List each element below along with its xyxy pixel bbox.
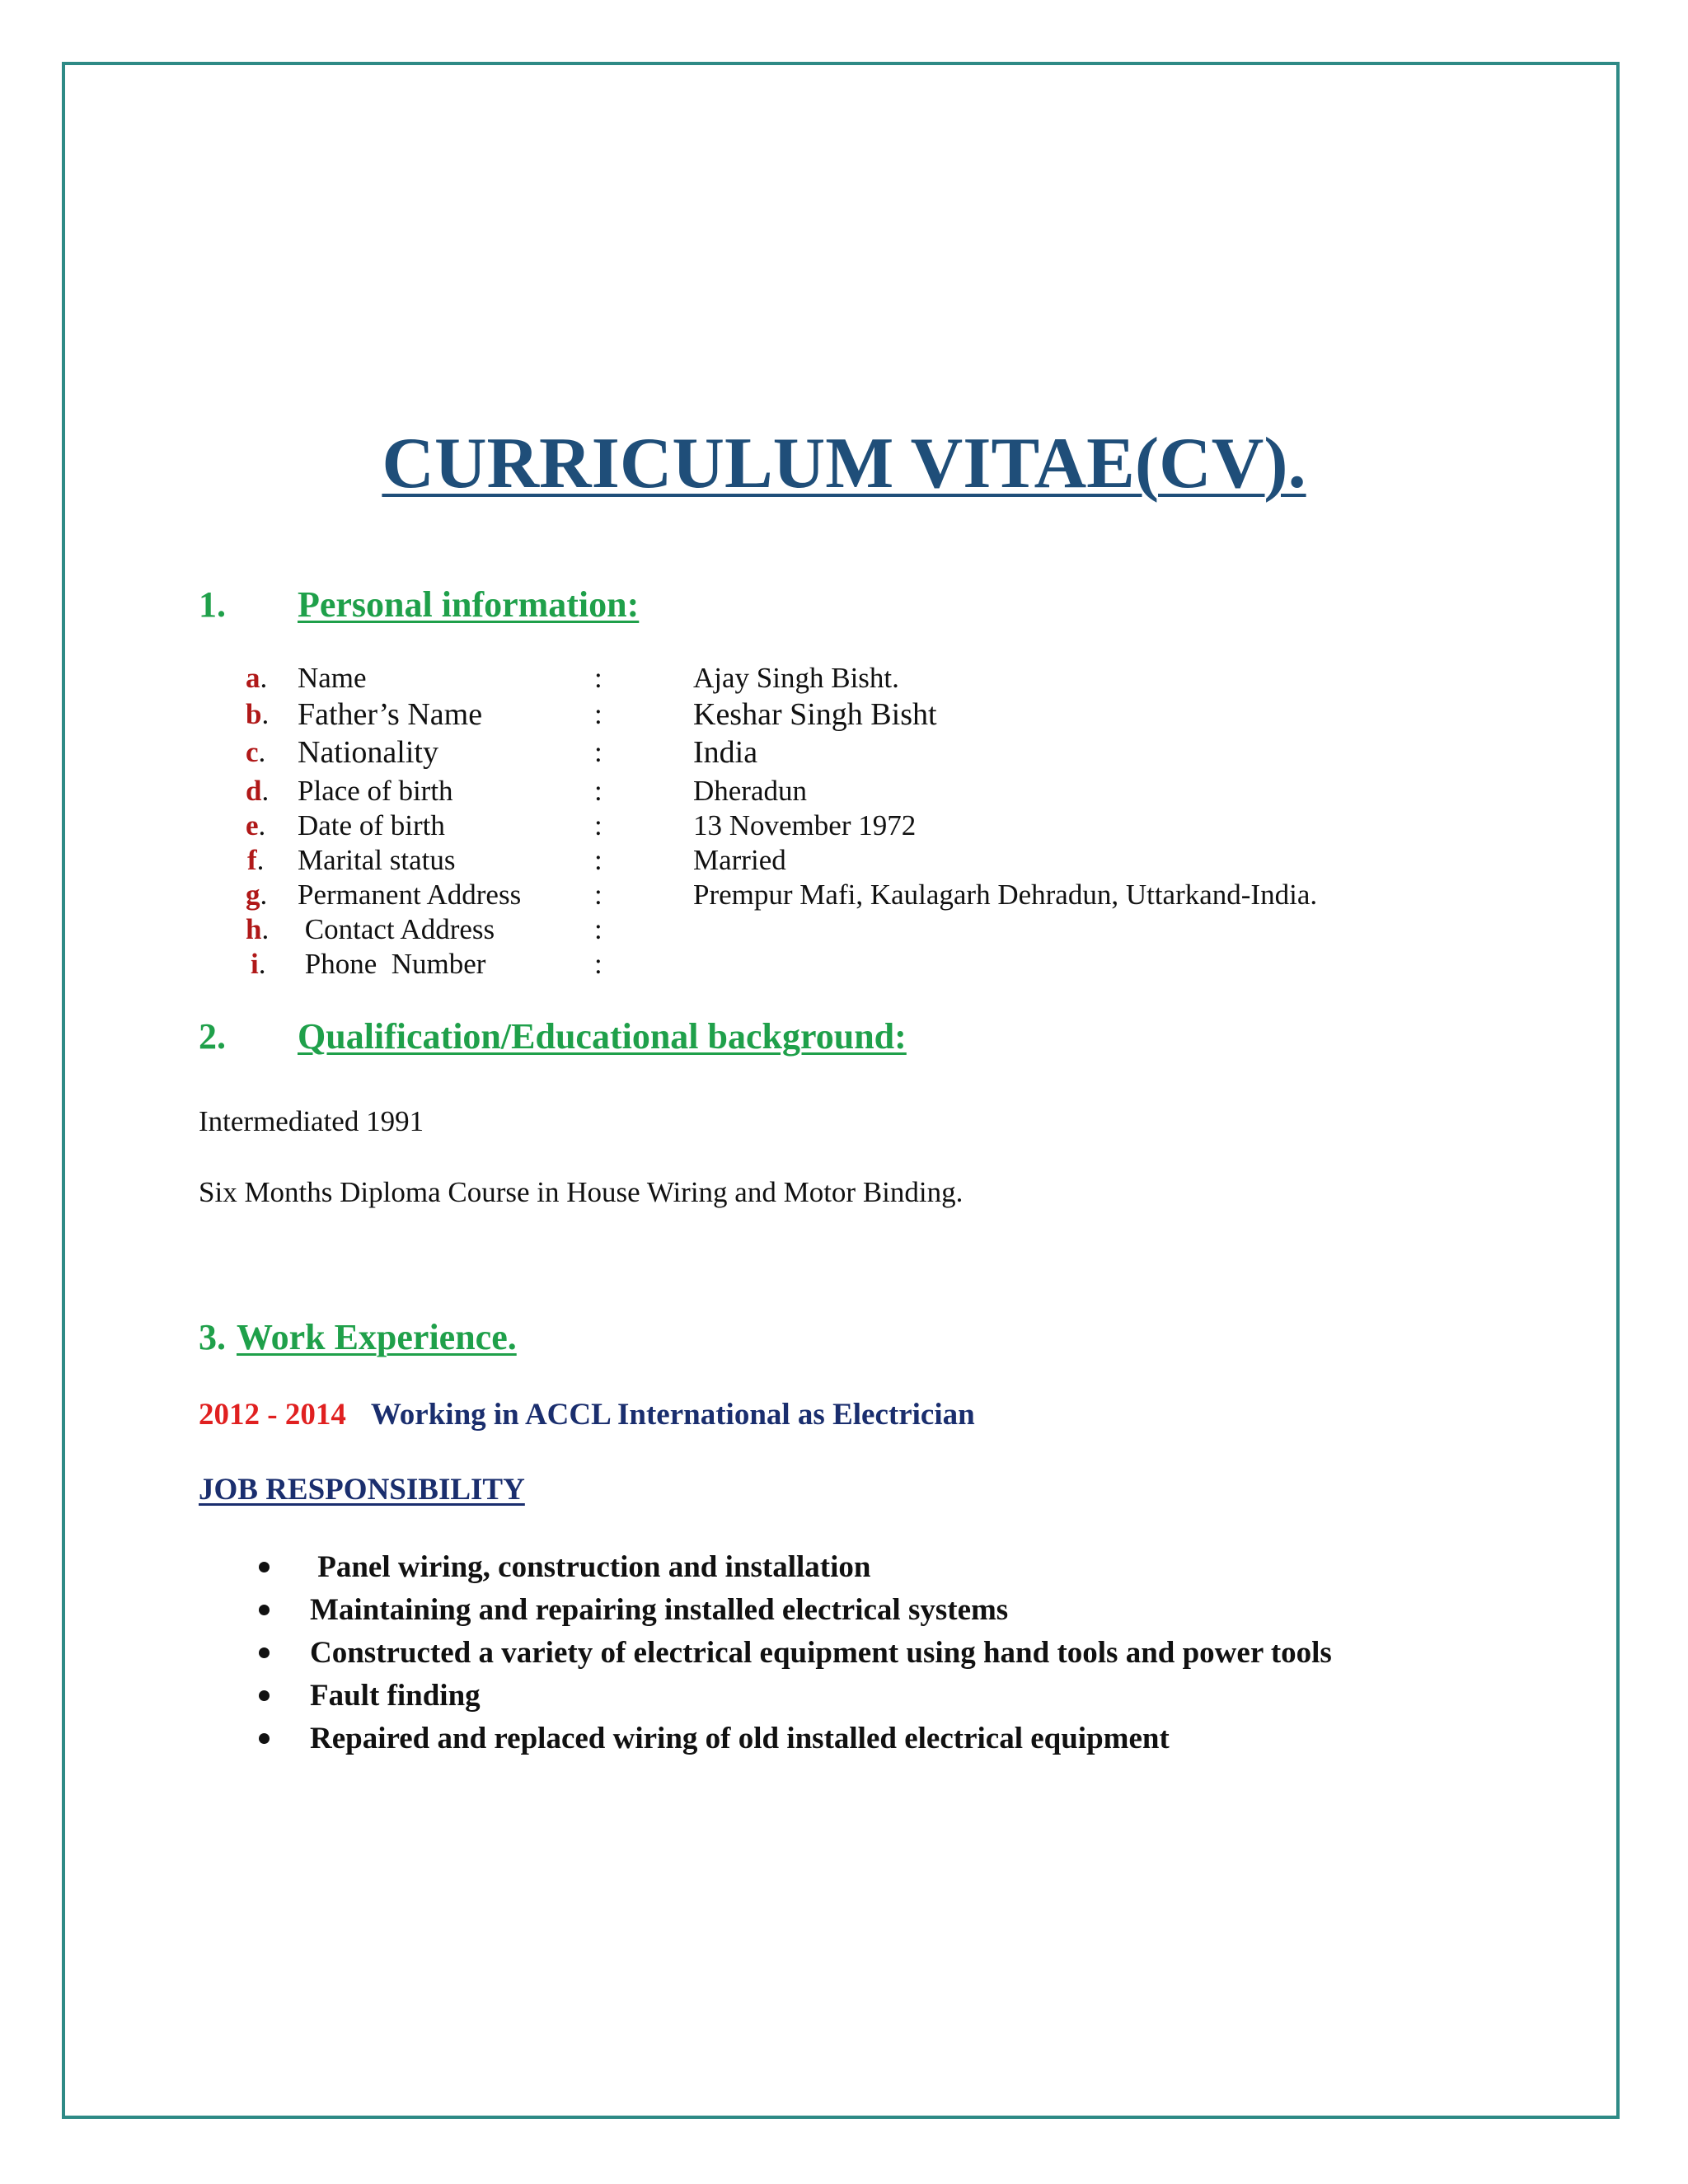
- field-label: Phone Number: [298, 948, 486, 980]
- field-separator: :: [594, 844, 603, 876]
- list-item-text: Constructed a variety of electrical equipment using hand tools and power tools: [310, 1636, 1332, 1670]
- list-item: [0, 1675, 1688, 1718]
- bullet-icon: [259, 1690, 270, 1701]
- bullet-icon: [259, 1605, 270, 1615]
- qualification-line: Six Months Diploma Course in House Wiring and Motor Binding.: [199, 1176, 964, 1208]
- field-label: Permanent Address: [298, 879, 522, 911]
- list-letter: c.: [246, 736, 266, 768]
- list-item-text: Maintaining and repairing installed electrical systems: [310, 1593, 1009, 1627]
- bullet-icon: [259, 1733, 270, 1744]
- field-separator: :: [594, 879, 603, 911]
- field-value: Married: [693, 844, 786, 876]
- list-letter: g.: [246, 879, 268, 911]
- list-letter: h.: [246, 913, 270, 945]
- field-separator: :: [594, 662, 603, 694]
- field-label: Place of birth: [298, 775, 453, 807]
- work-years: 2012 - 2014: [199, 1398, 346, 1432]
- work-experience-entry: [199, 1397, 975, 1433]
- page-border: [62, 62, 1620, 2119]
- bullet-icon: [259, 1562, 270, 1572]
- field-separator: :: [594, 775, 603, 807]
- field-label: Marital status: [298, 844, 456, 876]
- list-item-text: Fault finding: [310, 1679, 481, 1713]
- field-label: Contact Address: [298, 913, 495, 945]
- work-description: Working in ACCL International as Electrician: [370, 1398, 975, 1432]
- personal-info-row: [0, 843, 1688, 878]
- list-letter: d.: [246, 775, 270, 807]
- personal-info-row: [0, 735, 1688, 770]
- personal-info-row: [0, 661, 1688, 696]
- field-separator: :: [594, 948, 603, 980]
- personal-info-row: [0, 697, 1688, 732]
- personal-info-row: [0, 808, 1688, 843]
- personal-info-row: [0, 878, 1688, 912]
- field-value: Keshar Singh Bisht: [693, 697, 937, 732]
- personal-info-row: [0, 912, 1688, 947]
- list-item-text: Panel wiring, construction and installation: [310, 1550, 871, 1584]
- qualification-line: Intermediated 1991: [199, 1105, 424, 1137]
- field-label: Father’s Name: [298, 697, 483, 732]
- field-value: India: [693, 735, 758, 770]
- field-value: Ajay Singh Bisht.: [693, 662, 899, 694]
- list-item-text: Repaired and replaced wiring of old installed electrical equipment: [310, 1722, 1170, 1755]
- field-separator: :: [594, 736, 603, 768]
- personal-info-row: [0, 947, 1688, 982]
- field-label: Nationality: [298, 735, 438, 770]
- page-title: CURRICULUM VITAE(CV).: [382, 424, 1306, 504]
- section-title: Qualification/Educational background:: [298, 1016, 907, 1057]
- list-item: [0, 1718, 1688, 1760]
- list-item: [0, 1546, 1688, 1589]
- list-item: [0, 1632, 1688, 1675]
- list-letter: e.: [246, 809, 266, 841]
- section-title: Work Experience.: [237, 1317, 517, 1357]
- bullet-icon: [259, 1647, 270, 1658]
- field-value: 13 November 1972: [693, 809, 917, 841]
- field-value: Dheradun: [693, 775, 808, 807]
- section-title: Personal information:: [298, 584, 640, 625]
- list-letter: a.: [246, 662, 268, 694]
- field-separator: :: [594, 809, 603, 841]
- field-label: Date of birth: [298, 809, 445, 841]
- list-letter: i.: [251, 948, 266, 980]
- list-item: [0, 1589, 1688, 1632]
- field-value: Prempur Mafi, Kaulagarh Dehradun, Uttarkand-India.: [693, 879, 1318, 911]
- field-label: Name: [298, 662, 367, 694]
- list-letter: f.: [247, 844, 265, 876]
- job-responsibility-heading: JOB RESPONSIBILITY: [199, 1473, 525, 1507]
- personal-info-row: [0, 774, 1688, 808]
- section-number: 2.: [199, 1016, 226, 1057]
- field-separator: :: [594, 913, 603, 945]
- list-letter: b.: [246, 698, 270, 730]
- section-number: 3.: [199, 1317, 226, 1357]
- field-separator: :: [594, 698, 603, 730]
- section-number: 1.: [199, 584, 226, 625]
